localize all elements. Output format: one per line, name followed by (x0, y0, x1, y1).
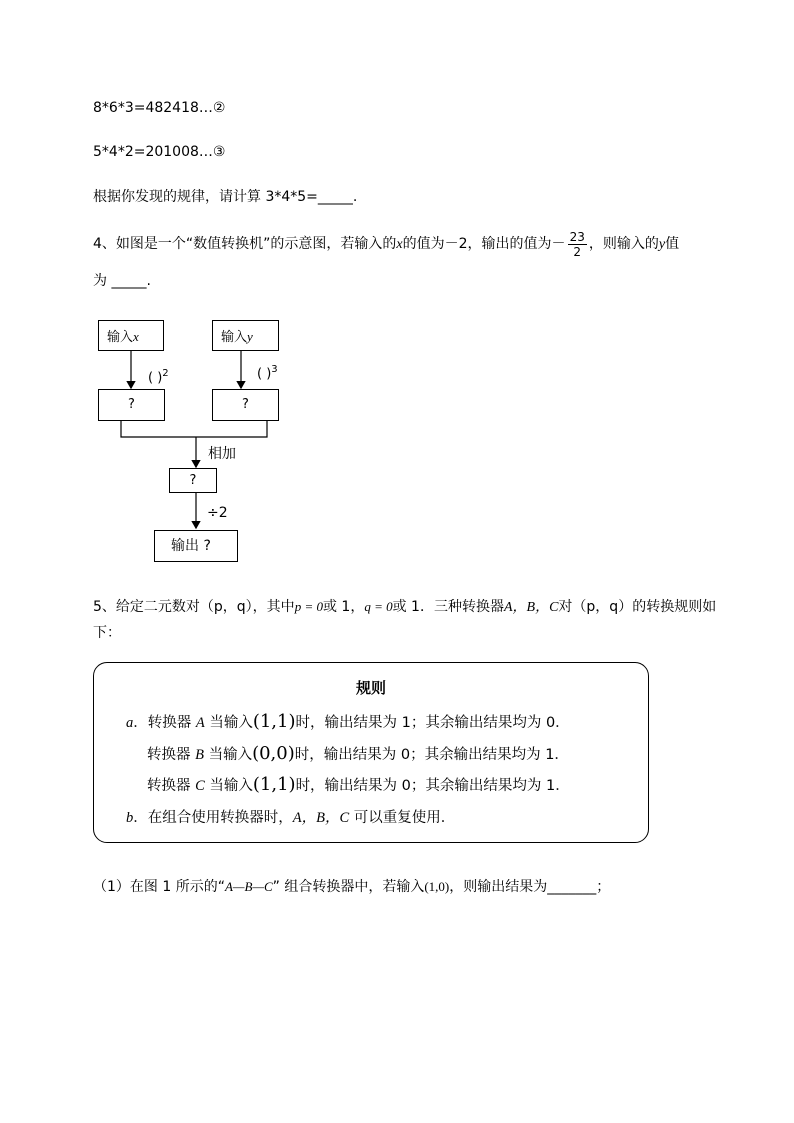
input-x-box: 输入x (98, 320, 164, 351)
fraction-23-2: $\frac{23}{2}$ (569, 229, 585, 259)
question-3-calc: 根据你发现的规律，请计算 3*4*5=_____. (93, 189, 358, 205)
equation-2: 8*6*3=482418…② (93, 100, 226, 116)
rule-a-converter-c: 转换器 C 当输入(1,1)时，输出结果为 0；其余输出结果均为 1． (147, 774, 570, 795)
rule-a-converter-a: a．转换器 A 当输入(1,1)时，输出结果为 1；其余输出结果均为 0． (126, 711, 570, 732)
x-squared-box: ? (98, 389, 165, 421)
cube-operation: ( )$^3$ (257, 364, 278, 382)
question-5-part-1: （1）在图 1 所示的“A—B—C” 组合转换器中，若输入(1,0)，则输出结果为_______； (93, 879, 611, 895)
rule-a-converter-b: 转换器 B 当输入(0,0)时，输出结果为 0；其余输出结果均为 1． (147, 743, 569, 764)
question-4-line2: 为 _____. (93, 273, 151, 289)
square-operation: ( )$^2$ (148, 368, 169, 386)
equation-3: 5*4*2=201008…③ (93, 144, 226, 160)
question-5-line2: 下： (93, 625, 121, 641)
sum-box: ? (169, 468, 217, 493)
question-4-line1: 4、如图是一个“数值转换机”的示意图，若输入的x的值为－2，输出的值为－ $\frac{23}{2}$ ，则输入的y值 (93, 229, 680, 259)
rules-title: 规则 (355, 679, 386, 697)
question-5-line1: 5、给定二元数对（p，q），其中p = 0或 1，q = 0或 1．三种转换器A，B，C对（p，q）的转换规则如 (93, 599, 717, 615)
rules-box (93, 662, 649, 843)
add-label: 相加 (208, 446, 236, 462)
output-box: 输出 ? (154, 530, 238, 562)
rule-b-reuse: b．在组合使用转换器时，A，B，C 可以重复使用． (126, 810, 456, 826)
merge-line (121, 421, 267, 437)
divide-label: ÷2 (207, 505, 228, 521)
input-y-box: 输入y (212, 320, 279, 351)
y-cubed-box: ? (212, 389, 279, 421)
